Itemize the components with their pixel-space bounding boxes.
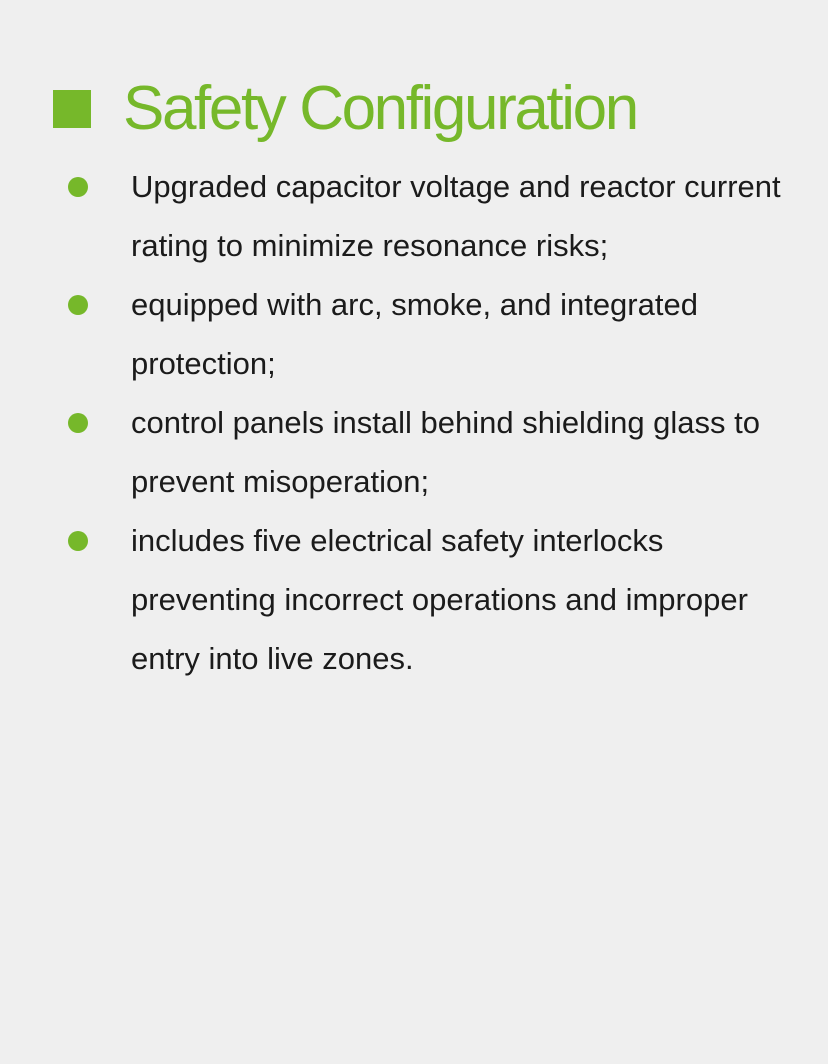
bullet-dot-icon — [68, 531, 88, 551]
safety-features-list — [68, 157, 788, 688]
list-item — [68, 511, 788, 688]
square-bullet-icon — [53, 90, 91, 128]
list-item — [68, 157, 788, 275]
list-item-text: Upgraded capacitor voltage and reactor current rating to minimize resonance risks; — [131, 169, 781, 263]
list-item-text: includes five electrical safety interlocks preventing incorrect operations and improper entry into live zones. — [131, 523, 748, 676]
list-item-text: equipped with arc, smoke, and integrated protection; — [131, 287, 698, 381]
section-header — [53, 74, 637, 144]
page-title: Safety Configuration — [123, 74, 637, 143]
bullet-dot-icon — [68, 177, 88, 197]
bullet-dot-icon — [68, 295, 88, 315]
bullet-dot-icon — [68, 413, 88, 433]
list-item-text: control panels install behind shielding glass to prevent misoperation; — [131, 405, 761, 499]
list-item — [68, 393, 788, 511]
list-item — [68, 275, 788, 393]
